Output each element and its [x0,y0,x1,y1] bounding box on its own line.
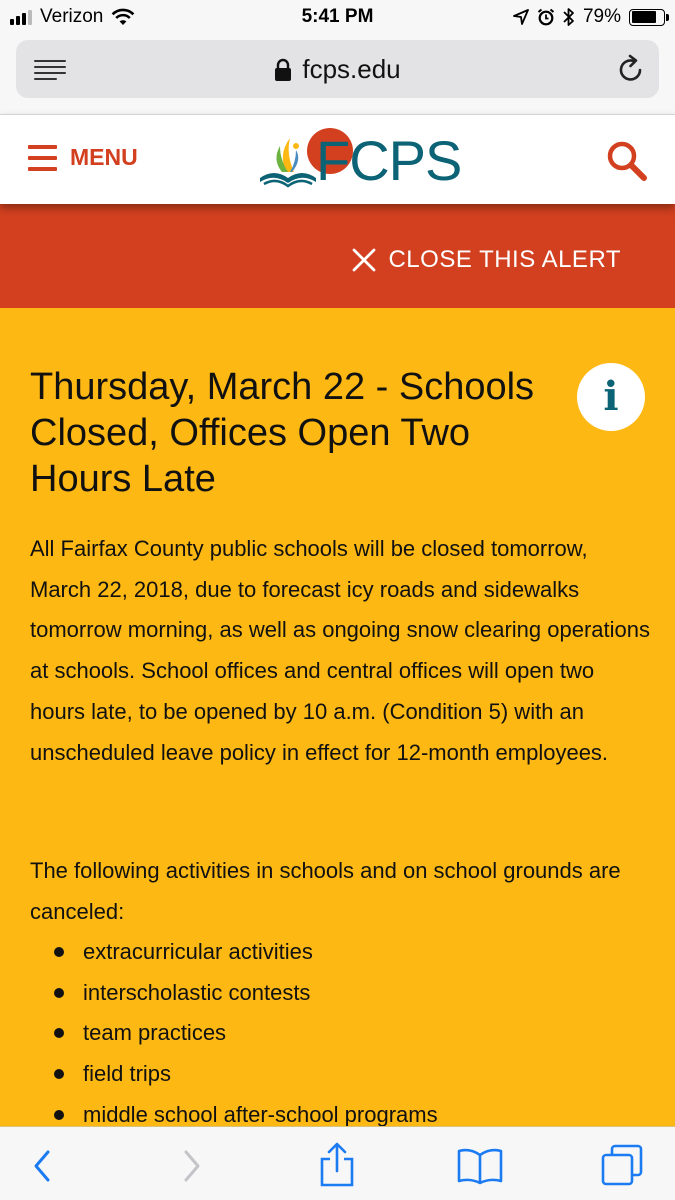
close-alert-button[interactable] [352,246,621,274]
battery-level [632,11,656,23]
lock-icon [274,58,292,82]
alert-title: Thursday, March 22 - Schools Closed, Offices Open Two Hours Late [30,366,535,500]
alert-banner-bar [0,204,675,308]
close-icon [352,248,376,272]
info-icon: i [577,363,645,431]
battery-icon [629,9,665,26]
list-item: team practices [30,1013,650,1054]
alert-paragraph-1: All Fairfax County public schools will be closed tomorrow, March 22, 2018, due to forecast icy roads and sidewalks tomorrow morning, as well as ongoing snow clearing operations at schools. School offices and central offices will open two hours late, to be opened by 10 a.m. (Condition 5) with an unscheduled leave policy in effect for 12-month employees. [30,536,650,765]
hamburger-icon [28,145,57,171]
alarm-clock-icon [537,8,555,26]
address-bar[interactable] [16,40,659,98]
canceled-activities-list [30,932,650,1126]
bookmarks-icon[interactable] [456,1147,504,1185]
list-item: field trips [30,1054,650,1095]
carrier-name: Verizon [40,6,104,27]
status-bar [0,0,675,36]
tabs-icon[interactable] [600,1143,644,1187]
wifi-icon [111,8,135,26]
bluetooth-icon [563,7,575,27]
menu-button[interactable] [28,144,138,171]
browser-address-area [0,36,675,115]
clock: 5:41 PM [301,6,374,27]
menu-label: MENU [70,144,138,170]
forward-icon[interactable] [181,1149,203,1183]
list-item: interscholastic contests [30,973,650,1014]
close-alert-label: CLOSE THIS ALERT [388,246,621,273]
cellular-signal-icon [10,9,32,25]
site-header [0,115,675,204]
share-icon[interactable] [318,1141,356,1187]
list-item: extracurricular activities [30,932,650,973]
fcps-logo[interactable] [256,128,462,198]
alert-paragraph-2: The following activities in schools and on school grounds are canceled: [30,858,621,924]
reload-icon[interactable] [617,54,645,84]
logo-text: FCPS [316,129,462,192]
list-item: middle school after-school programs [30,1095,650,1126]
search-icon[interactable] [606,140,648,182]
back-icon[interactable] [31,1149,53,1183]
alert-content [0,308,675,1126]
url-text: fcps.edu [302,54,401,84]
browser-toolbar [0,1126,675,1200]
location-arrow-icon [513,9,529,25]
battery-percent: 79% [582,6,621,27]
